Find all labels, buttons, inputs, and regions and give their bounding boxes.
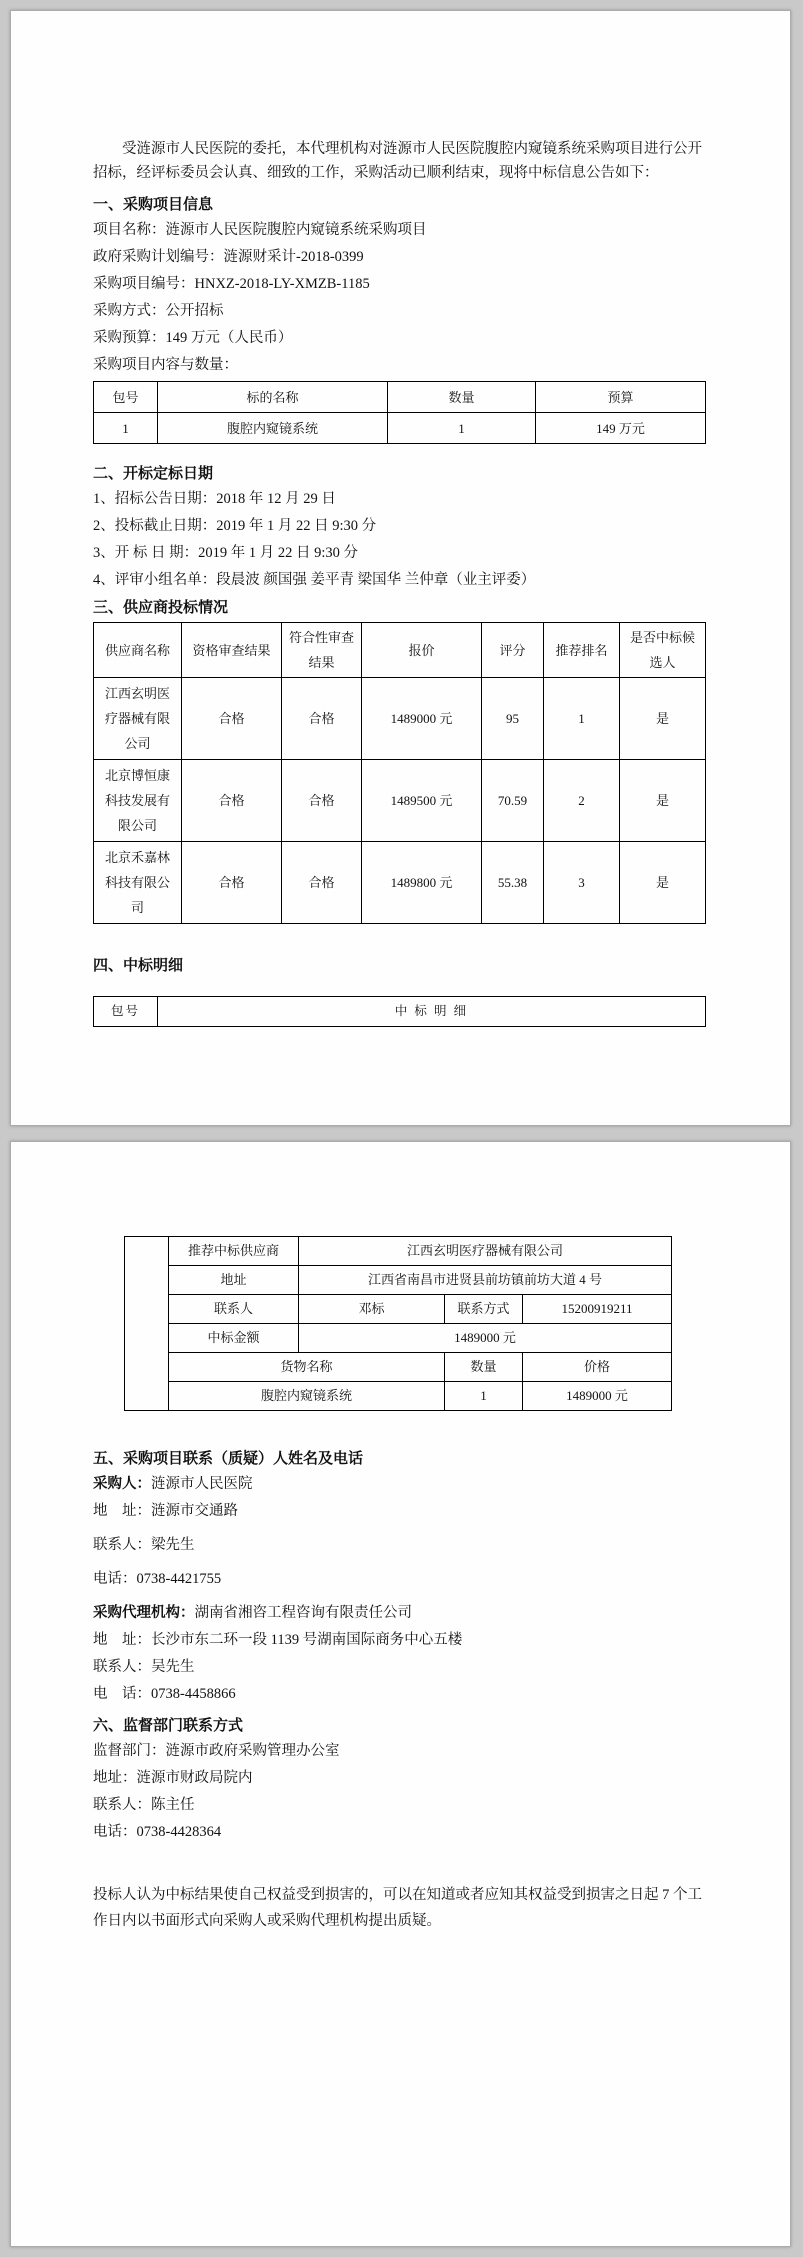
cell-contact: 邓标	[299, 1295, 445, 1324]
label-phone: 联系方式	[445, 1295, 523, 1324]
supervisor-contact-line: 联系人：陈主任	[93, 1797, 195, 1813]
cell-candidate: 是	[620, 760, 706, 842]
plan-number-line: 政府采购计划编号：涟源财采计-2018-0399	[93, 249, 364, 265]
items-table	[93, 381, 706, 444]
cell-address: 江西省南昌市进贤县前坊镇前坊大道 4 号	[299, 1266, 672, 1295]
intro-paragraph: 受涟源市人民医院的委托，本代理机构对涟源市人民医院腹腔内窥镜系统采购项目进行公开招标，经评标委员会认真、细致的工作，采购活动已顺利结束，现将中标信息公告如下：	[93, 141, 702, 181]
cell-recommended-supplier: 江西玄明医疗器械有限公司	[299, 1237, 672, 1266]
goods-header-row	[125, 1353, 672, 1382]
agency-line	[93, 1600, 712, 1627]
agency-contact-line: 联系人：吴先生	[93, 1659, 195, 1675]
header-quantity: 数量	[388, 382, 536, 413]
header-qualification-result: 资格审查结果	[182, 623, 282, 678]
opening-date-line: 3、开 标 日 期：2019 年 1 月 22 日 9:30 分	[93, 545, 359, 561]
cell-supplier-name: 江西玄明医疗器械有限公司	[94, 678, 182, 760]
cell-rank: 2	[544, 760, 620, 842]
cell-goods-price: 1489000 元	[523, 1382, 672, 1411]
content-quantity-line: 采购项目内容与数量：	[93, 357, 238, 373]
goods-row	[125, 1382, 672, 1411]
dispute-notice-paragraph: 投标人认为中标结果使自己权益受到损害的，可以在知道或者应知其权益受到损害之日起 7 个工作日内以书面形式向采购人或采购代理机构提出质疑。	[93, 1887, 702, 1929]
cell-amount: 1489000 元	[299, 1324, 672, 1353]
winner-contact-row	[125, 1295, 672, 1324]
supplier-row-1	[94, 678, 706, 760]
cell-score: 95	[482, 678, 544, 760]
project-name-line: 项目名称：涟源市人民医院腹腔内窥镜系统采购项目	[93, 222, 427, 238]
cell-budget: 149 万元	[536, 413, 706, 444]
buyer-contact-line: 联系人：梁先生	[93, 1537, 195, 1553]
header-package-no: 包号	[94, 382, 158, 413]
buyer-address-line: 地 址：涟源市交通路	[93, 1503, 238, 1519]
header-quotation: 报价	[362, 623, 482, 678]
budget-line: 采购预算：149 万元（人民币）	[93, 330, 293, 346]
supplier-row-3	[94, 842, 706, 924]
items-table-header-row	[94, 382, 706, 413]
header-rank: 推荐排名	[544, 623, 620, 678]
section-6-title: 六、监督部门联系方式	[93, 1718, 244, 1734]
cell-qualification: 合格	[182, 678, 282, 760]
label-address: 地址	[169, 1266, 299, 1295]
section-3-title: 三、供应商投标情况	[93, 600, 229, 616]
cell-phone: 15200919211	[523, 1295, 672, 1324]
agency-address-line: 地 址：长沙市东二环一段 1139 号湖南国际商务中心五楼	[93, 1632, 463, 1648]
cell-qualification: 合格	[182, 760, 282, 842]
document-page-2	[10, 1141, 791, 2247]
items-table-row	[94, 413, 706, 444]
label-contact: 联系人	[169, 1295, 299, 1324]
supervisor-dept-line: 监督部门：涟源市政府采购管理办公室	[93, 1743, 340, 1759]
winner-supplier-row	[125, 1237, 672, 1266]
buyer-label: 采购人：	[93, 1476, 151, 1492]
page-2-content	[11, 1142, 790, 1934]
award-detail-header-row	[94, 997, 706, 1027]
section-1-title: 一、采购项目信息	[93, 197, 214, 213]
award-detail-header-table	[93, 996, 706, 1027]
review-panel-line: 4、评审小组名单：段晨波 颜国强 姜平青 梁国华 兰仲章（业主评委）	[93, 572, 536, 588]
header-score: 评分	[482, 623, 544, 678]
header-package-no: 包号	[94, 997, 158, 1027]
header-subject-name: 标的名称	[158, 382, 388, 413]
announce-date-line: 1、招标公告日期：2018 年 12 月 29 日	[93, 491, 336, 507]
agency-label: 采购代理机构：	[93, 1605, 195, 1621]
agency-name: 湖南省湘咨工程咨询有限责任公司	[194, 1605, 412, 1621]
supervisor-address-line: 地址：涟源市财政局院内	[93, 1770, 253, 1786]
cell-candidate: 是	[620, 678, 706, 760]
suppliers-header-row	[94, 623, 706, 678]
cell-quotation: 1489800 元	[362, 842, 482, 924]
buyer-phone-line: 电话：0738-4421755	[93, 1571, 222, 1587]
winner-address-row	[125, 1266, 672, 1295]
cell-goods-name: 腹腔内窥镜系统	[169, 1382, 445, 1411]
cell-supplier-name: 北京博恒康科技发展有限公司	[94, 760, 182, 842]
project-number-line: 采购项目编号：HNXZ-2018-LY-XMZB-1185	[93, 276, 370, 292]
winner-table	[124, 1236, 672, 1411]
deadline-line: 2、投标截止日期：2019 年 1 月 22 日 9:30 分	[93, 518, 377, 534]
cell-subject-name: 腹腔内窥镜系统	[158, 413, 388, 444]
winner-amount-row	[125, 1324, 672, 1353]
cell-goods-qty: 1	[445, 1382, 523, 1411]
cell-quantity: 1	[388, 413, 536, 444]
cell-conformity: 合格	[282, 842, 362, 924]
cell-rank: 1	[544, 678, 620, 760]
header-goods-price: 价格	[523, 1353, 672, 1382]
cell-rank: 3	[544, 842, 620, 924]
header-conformity-result: 符合性审查结果	[282, 623, 362, 678]
header-award-detail: 中 标 明 细	[158, 997, 706, 1027]
label-recommended-supplier: 推荐中标供应商	[169, 1237, 299, 1266]
cell-candidate: 是	[620, 842, 706, 924]
header-goods-name: 货物名称	[169, 1353, 445, 1382]
cell-score: 55.38	[482, 842, 544, 924]
buyer-line	[93, 1471, 712, 1498]
header-budget: 预算	[536, 382, 706, 413]
procurement-method-line: 采购方式：公开招标	[93, 303, 224, 319]
section-4-title: 四、中标明细	[93, 958, 184, 974]
document-page-1	[10, 10, 791, 1126]
cell-supplier-name: 北京禾嘉林科技有限公司	[94, 842, 182, 924]
header-candidate: 是否中标候选人	[620, 623, 706, 678]
header-supplier-name: 供应商名称	[94, 623, 182, 678]
cell-conformity: 合格	[282, 760, 362, 842]
cell-conformity: 合格	[282, 678, 362, 760]
header-goods-qty: 数量	[445, 1353, 523, 1382]
agency-phone-line: 电 话：0738-4458866	[93, 1686, 236, 1702]
cell-package-no: 1	[94, 413, 158, 444]
page-1-content	[11, 11, 790, 1027]
buyer-name: 涟源市人民医院	[151, 1476, 253, 1492]
cell-quotation: 1489500 元	[362, 760, 482, 842]
cell-score: 70.59	[482, 760, 544, 842]
supplier-row-2	[94, 760, 706, 842]
cell-package-no-empty	[125, 1237, 169, 1411]
section-2-title: 二、开标定标日期	[93, 466, 214, 482]
supervisor-phone-line: 电话：0738-4428364	[93, 1824, 222, 1840]
cell-quotation: 1489000 元	[362, 678, 482, 760]
suppliers-table	[93, 622, 706, 924]
label-amount: 中标金额	[169, 1324, 299, 1353]
cell-qualification: 合格	[182, 842, 282, 924]
section-5-title: 五、采购项目联系（质疑）人姓名及电话	[93, 1451, 364, 1467]
